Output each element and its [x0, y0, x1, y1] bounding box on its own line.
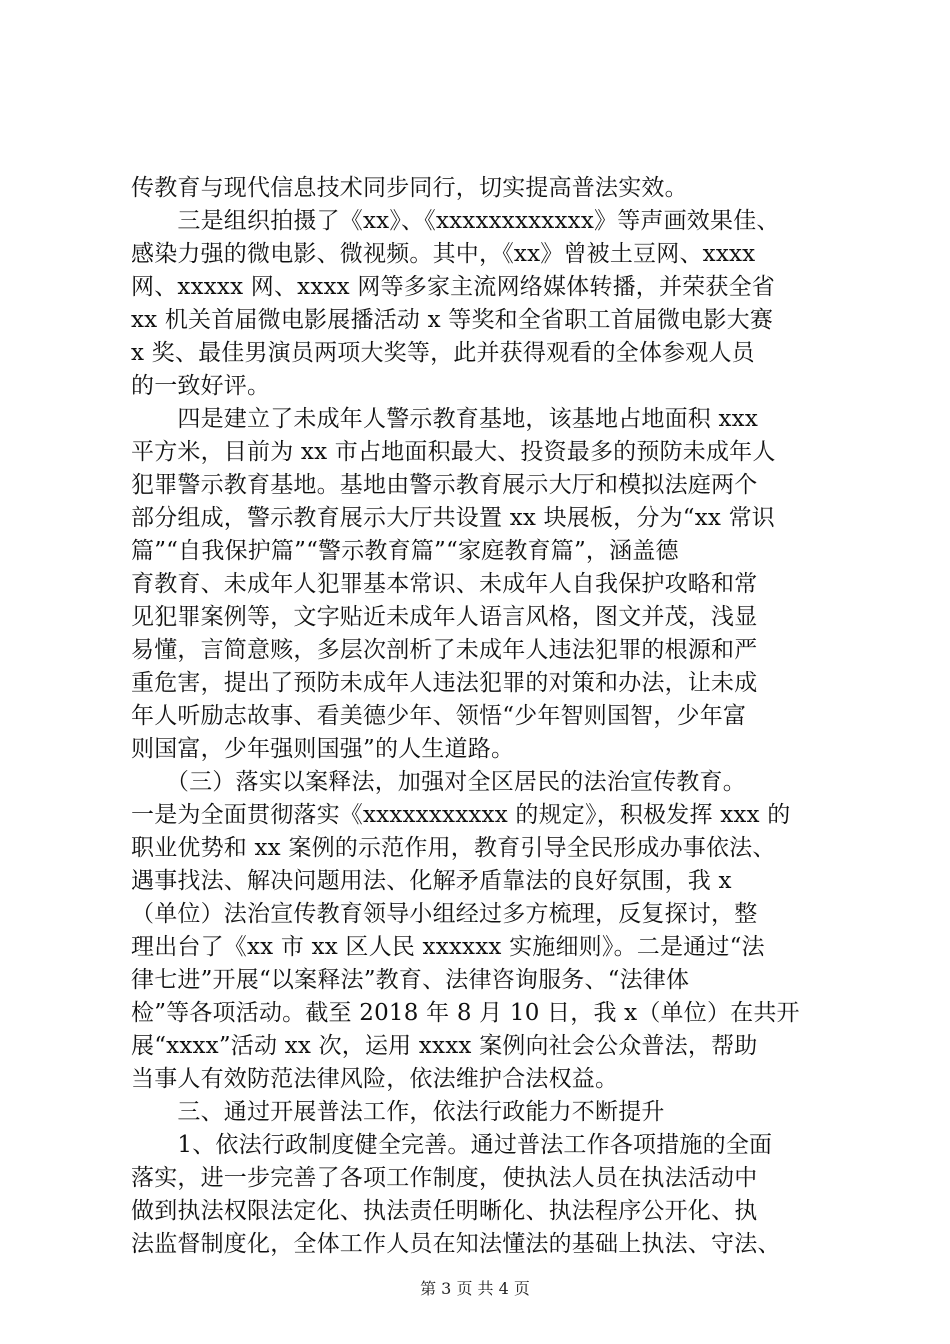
text-line: 检”等各项活动。截至 2018 年 8 月 10 日，我 x（单位）在共开	[131, 1000, 800, 1026]
page-footer: 第 3 页 共 4 页	[420, 1279, 530, 1298]
text-line: 当事人有效防范法律风险，依法维护合法权益。	[131, 1066, 619, 1092]
text-line: 理出台了《xx 市 xx 区人民 xxxxxx 实施细则》。二是通过“法	[131, 934, 765, 960]
text-line: 重危害，提出了预防未成年人违法犯罪的对策和办法，让未成	[131, 670, 758, 696]
text-line: 职业优势和 xx 案例的示范作用，教育引导全民形成办事依法、	[131, 835, 776, 861]
text-line: 做到执法权限法定化、执法责任明晰化、执法程序公开化、执	[131, 1198, 758, 1224]
text-line: 法监督制度化，全体工作人员在知法懂法的基础上执法、守法、	[131, 1231, 781, 1257]
text-line: 四是建立了未成年人警示教育基地，该基地占地面积 xxx	[131, 406, 759, 432]
text-line: 见犯罪案例等，文字贴近未成年人语言风格，图文并茂，浅显	[131, 604, 758, 630]
text-line: 落实，进一步完善了各项工作制度，使执法人员在执法活动中	[131, 1165, 758, 1191]
text-line: （单位）法治宣传教育领导小组经过多方梳理，反复探讨，整	[131, 901, 758, 927]
text-line: 律七进”开展“以案释法”教育、法律咨询服务、“法律体	[131, 967, 690, 993]
text-line: 三、通过开展普法工作，依法行政能力不断提升	[131, 1099, 665, 1125]
text-line: （三）落实以案释法，加强对全区居民的法治宣传教育。	[131, 769, 746, 795]
text-line: 易懂，言简意赅，多层次剖析了未成年人违法犯罪的根源和严	[131, 637, 758, 663]
text-line: 育教育、未成年人犯罪基本常识、未成年人自我保护攻略和常	[131, 571, 758, 597]
text-line: xx 机关首届微电影展播活动 x 等奖和全省职工首届微电影大赛	[131, 307, 774, 333]
text-line: 犯罪警示教育基地。基地由警示教育展示大厅和模拟法庭两个	[131, 472, 758, 498]
text-line: 一是为全面贯彻落实《xxxxxxxxxxx 的规定》，积极发挥 xxx 的	[131, 802, 791, 828]
text-line: 感染力强的微电影、微视频。其中，《xx》曾被土豆网、xxxx	[131, 241, 756, 267]
text-line: 展“xxxx”活动 xx 次，运用 xxxx 案例向社会公众普法，帮助	[131, 1033, 758, 1059]
text-line: 传教育与现代信息技术同步同行，切实提高普法实效。	[131, 175, 688, 201]
text-line: 的一致好评。	[131, 373, 271, 399]
text-line: 年人听励志故事、看美德少年、领悟“少年智则国智，少年富	[131, 703, 747, 729]
text-line: 则国富，少年强则国强”的人生道路。	[131, 736, 515, 762]
text-line: 部分组成，警示教育展示大厅共设置 xx 块展板，分为“xx 常识	[131, 505, 775, 531]
text-line: 三是组织拍摄了《xx》、《xxxxxxxxxxxx》等声画效果佳、	[131, 208, 780, 234]
text-line: 遇事找法、解决问题用法、化解矛盾靠法的良好氛围，我 x	[131, 868, 732, 894]
text-line: 1、依法行政制度健全完善。通过普法工作各项措施的全面	[131, 1132, 773, 1158]
text-line: x 奖、最佳男演员两项大奖等，此并获得观看的全体参观人员	[131, 340, 755, 366]
text-line: 网、xxxxx 网、xxxx 网等多家主流网络媒体转播，并荣获全省	[131, 274, 775, 300]
document-body	[131, 172, 831, 1261]
text-line: 篇”“自我保护篇”“警示教育篇”“家庭教育篇”，涵盖德	[131, 538, 679, 564]
text-line: 平方米，目前为 xx 市占地面积最大、投资最多的预防未成年人	[131, 439, 776, 465]
